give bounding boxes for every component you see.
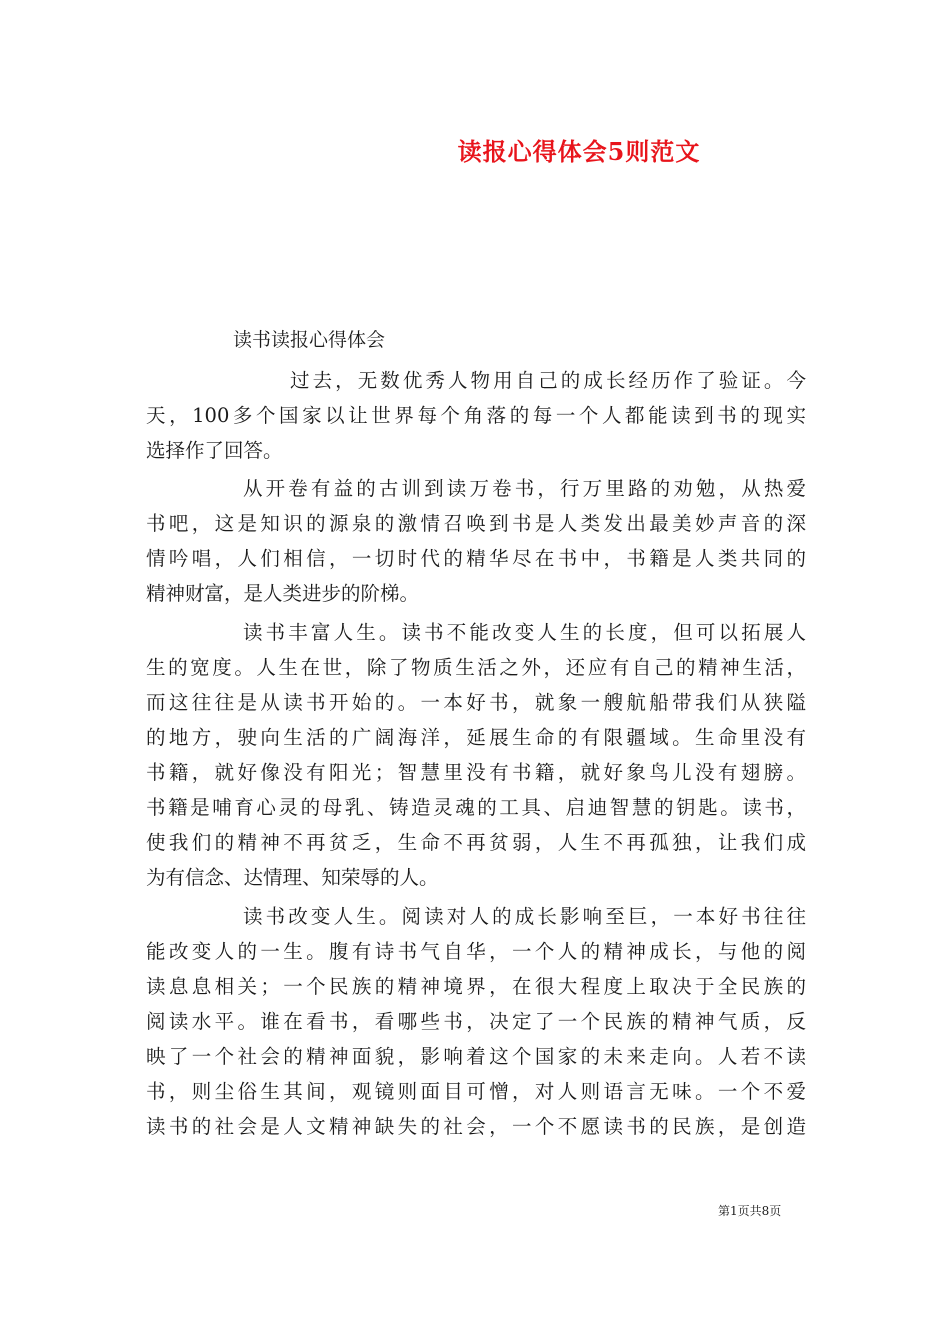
paragraph-line: 映了一个社会的精神面貌，影响着这个国家的未来走向。人若不读 <box>146 1045 806 1068</box>
paragraph-line: 使我们的精神不再贫乏，生命不再贫弱，人生不再孤独，让我们成 <box>146 831 806 854</box>
paragraph-line: 为有信念、达情理、知荣辱的人。 <box>146 866 439 889</box>
paragraph-line: 读书的社会是人文精神缺失的社会，一个不愿读书的民族，是创造 <box>146 1115 806 1138</box>
paragraph-line: 阅读水平。谁在看书，看哪些书，决定了一个民族的精神气质，反 <box>146 1010 806 1033</box>
paragraph-line: 读书改变人生。阅读对人的成长影响至巨，一本好书往往 <box>243 905 806 928</box>
document-title: 读报心得体会5则范文 <box>457 137 701 166</box>
paragraph-line: 天，100多个国家以让世界每个角落的每一个人都能读到书的现实 <box>146 404 806 427</box>
paragraph-line: 过去，无数优秀人物用自己的成长经历作了验证。今 <box>290 369 806 392</box>
section-subheading: 读书读报心得体会 <box>233 329 386 351</box>
paragraph-line: 书籍是哺育心灵的母乳、铸造灵魂的工具、启迪智慧的钥匙。读书， <box>146 796 806 819</box>
paragraph-line: 生的宽度。人生在世，除了物质生活之外，还应有自己的精神生活， <box>146 656 806 679</box>
paragraph-line: 从开卷有益的古训到读万卷书，行万里路的劝勉，从热爱 <box>243 477 806 500</box>
paragraph-line: 的地方，驶向生活的广阔海洋，延展生命的有限疆域。生命里没有 <box>146 726 806 749</box>
paragraph-line: 书吧，这是知识的源泉的激情召唤到书是人类发出最美妙声音的深 <box>146 512 806 535</box>
paragraph-line: 书，则尘俗生其间，观镜则面目可憎，对人则语言无味。一个不爱 <box>146 1080 806 1103</box>
paragraph-line: 情吟唱，人们相信，一切时代的精华尽在书中，书籍是人类共同的 <box>146 547 806 570</box>
paragraph-line: 读书丰富人生。读书不能改变人生的长度，但可以拓展人 <box>243 621 806 644</box>
paragraph-line: 读息息相关；一个民族的精神境界，在很大程度上取决于全民族的 <box>146 975 806 998</box>
paragraph-line: 选择作了回答。 <box>146 439 283 462</box>
page-number-footer: 第1页共8页 <box>718 1204 782 1218</box>
paragraph-line: 精神财富，是人类进步的阶梯。 <box>146 582 420 605</box>
paragraph-line: 能改变人的一生。腹有诗书气自华，一个人的精神成长，与他的阅 <box>146 940 806 963</box>
paragraph-line: 书籍，就好像没有阳光；智慧里没有书籍，就好象鸟儿没有翅膀。 <box>146 761 806 784</box>
paragraph-line: 而这往往是从读书开始的。一本好书，就象一艘航船带我们从狭隘 <box>146 691 806 714</box>
